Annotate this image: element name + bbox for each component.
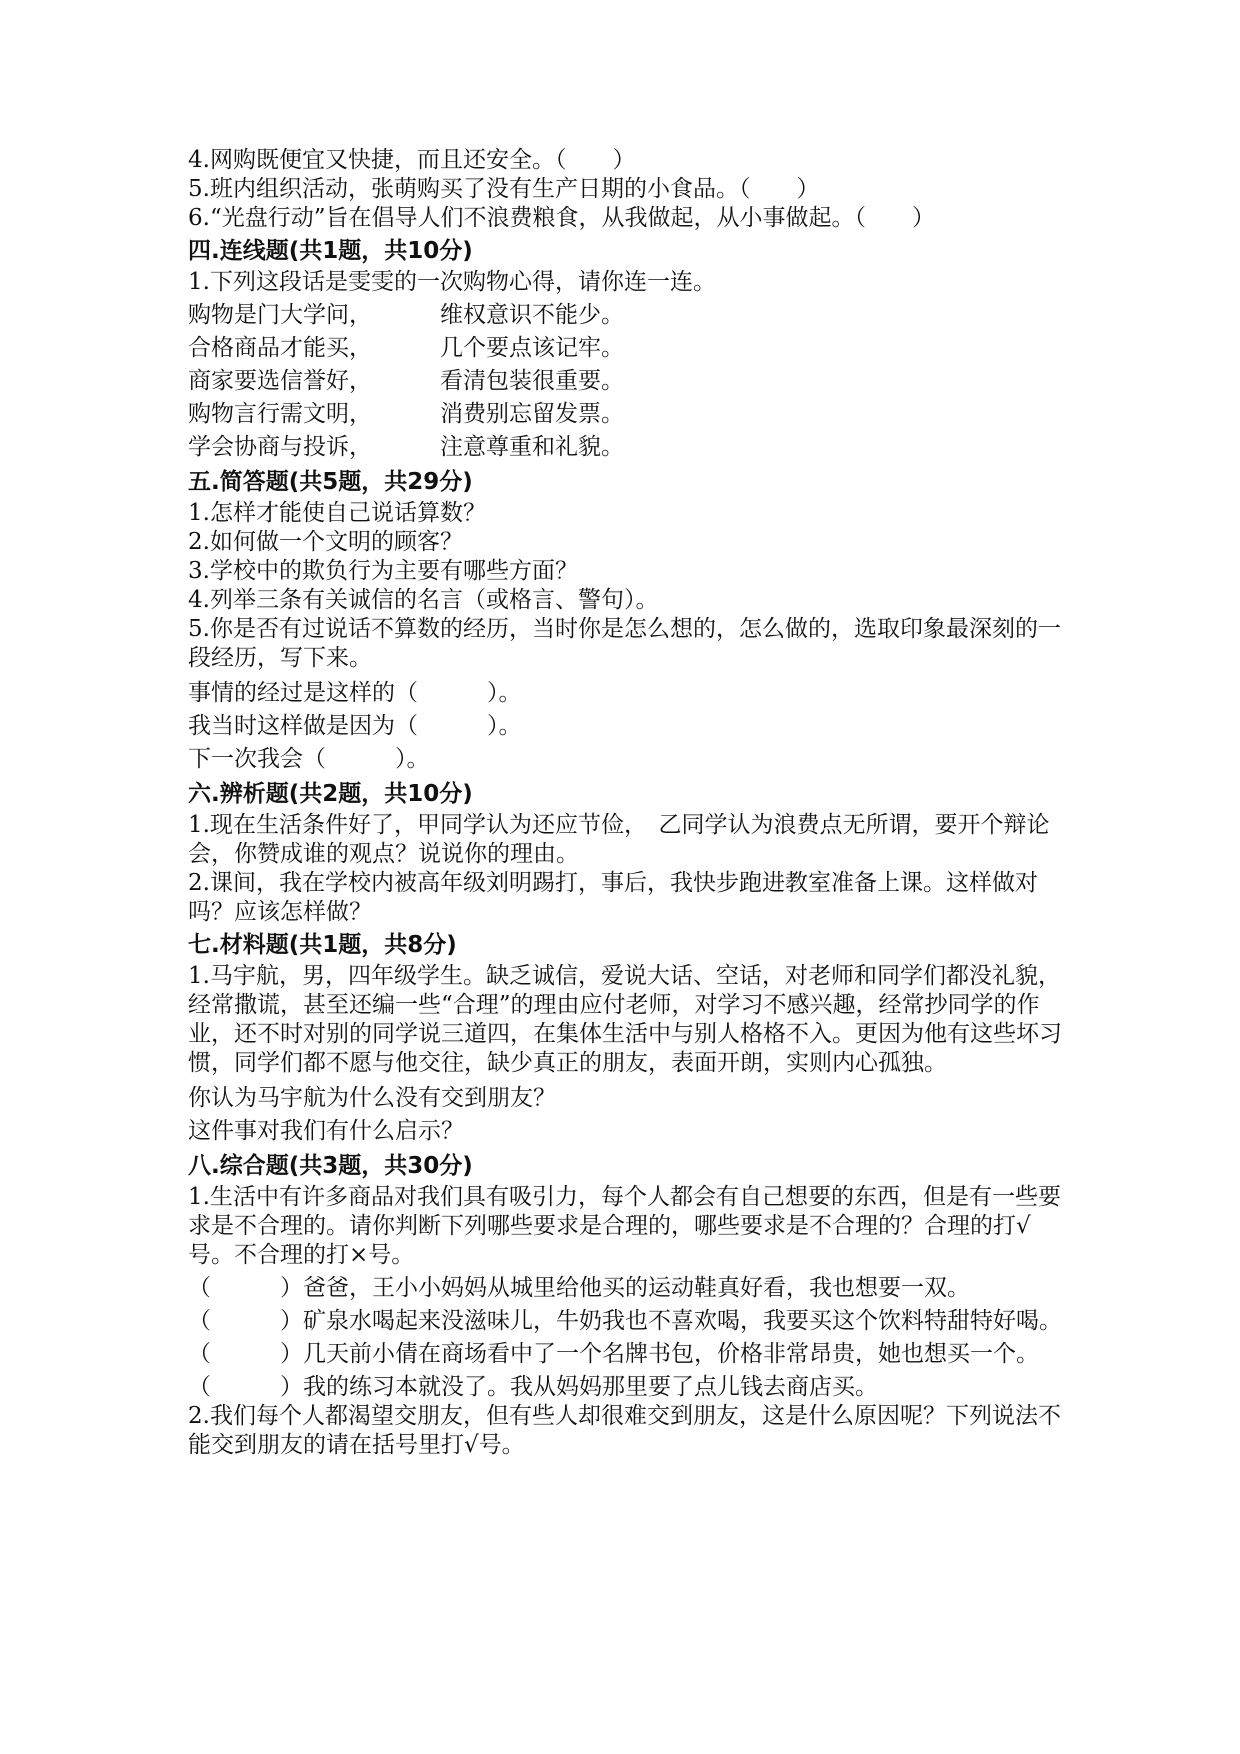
section-8-option-4: （ ）我的练习本就没了。我从妈妈那里要了点儿钱去商店买。 [188, 1374, 878, 1400]
section-5-question-4: 4.列举三条有关诚信的名言（或格言、警句）。 [188, 587, 659, 613]
judge-item-6: 6.“光盘行动”旨在倡导人们不浪费粮食，从我做起，从小事做起。（ ） [188, 205, 935, 231]
matching-left: 合格商品才能买， [188, 335, 372, 361]
matching-right: 消费别忘留发票。 [440, 401, 624, 427]
matching-right: 几个要点该记牢。 [440, 335, 624, 361]
matching-row [188, 299, 1068, 332]
section-7-ask-2: 这件事对我们有什么启示？ [188, 1118, 464, 1144]
matching-right: 维权意识不能少。 [440, 302, 624, 328]
section-7-ask-1: 你认为马宇航为什么没有交到朋友？ [188, 1085, 556, 1111]
matching-left: 购物言行需文明， [188, 401, 372, 427]
section-5-title: 五.简答题(共5题，共29分) [188, 469, 473, 495]
matching-row [188, 332, 1068, 365]
matching-left: 商家要选信誉好， [188, 368, 372, 394]
section-7-title: 七.材料题(共1题，共8分) [188, 932, 457, 958]
section-5-question-5: 5.你是否有过说话不算数的经历，当时你是怎么想的，怎么做的，选取印象最深刻的一段经历，写下来。 [188, 616, 1061, 671]
section-5-question-3: 3.学校中的欺负行为主要有哪些方面？ [188, 558, 578, 584]
section-5-question-1: 1.怎样才能使自己说话算数？ [188, 500, 486, 526]
matching-row [188, 365, 1068, 398]
matching-right: 注意尊重和礼貌。 [440, 434, 624, 460]
section-8-title: 八.综合题(共3题，共30分) [188, 1153, 473, 1179]
judge-item-5: 5.班内组织活动，张萌购买了没有生产日期的小食品。（ ） [188, 176, 820, 202]
matching-right: 看清包装很重要。 [440, 368, 624, 394]
fill-in-1: 事情的经过是这样的（ ）。 [188, 680, 522, 706]
section-6-question-2: 2.课间，我在学校内被高年级刘明踢打，事后，我快步跑进教室准备上课。这样做对吗？应该怎样做？ [188, 870, 1038, 925]
matching-row [188, 398, 1068, 431]
section-4-title: 四.连线题(共1题，共10分) [188, 238, 473, 264]
matching-left: 学会协商与投诉， [188, 434, 372, 460]
section-8-option-3: （ ）几天前小倩在商场看中了一个名牌书包，价格非常昂贵，她也想买一个。 [188, 1341, 1039, 1367]
section-8-question-2: 2.我们每个人都渴望交朋友，但有些人却很难交到朋友，这是什么原因呢？下列说法不能交到朋友的请在括号里打√号。 [188, 1403, 1061, 1458]
section-6-question-1: 1.现在生活条件好了，甲同学认为还应节俭， 乙同学认为浪费点无所谓，要开个辩论会，你赞成谁的观点？说说你的理由。 [188, 812, 1050, 867]
section-4-question-1: 1.下列这段话是雯雯的一次购物心得，请你连一连。 [188, 269, 716, 295]
section-8-option-1: （ ）爸爸，王小小妈妈从城里给他买的运动鞋真好看，我也想要一双。 [188, 1275, 970, 1301]
section-6-title: 六.辨析题(共2题，共10分) [188, 781, 473, 807]
matching-left: 购物是门大学问， [188, 302, 372, 328]
fill-in-3: 下一次我会（ ）。 [188, 746, 430, 772]
section-8-question-1: 1.生活中有许多商品对我们具有吸引力，每个人都会有自己想要的东西，但是有一些要求是不合理的。请你判断下列哪些要求是合理的，哪些要求是不合理的？合理的打√号。不合理的打×号。 [188, 1184, 1061, 1268]
section-5-question-2: 2.如何做一个文明的顾客？ [188, 529, 463, 555]
judge-item-4: 4.网购既便宜又快捷，而且还安全。（ ） [188, 147, 636, 173]
matching-row [188, 431, 1068, 464]
page-content [188, 146, 1068, 1460]
section-7-material: 1.马宇航，男，四年级学生。缺乏诚信，爱说大话、空话，对老师和同学们都没礼貌，经常撒谎，甚至还编一些“合理”的理由应付老师，对学习不感兴趣，经常抄同学的作业，还不时对别的同学说三道四，在集体生活中与别人格格不入。更因为他有这些坏习惯，同学们都不愿与他交往，缺少真正的朋友，表面开朗，实则内心孤独。 [188, 963, 1062, 1076]
section-8-option-2: （ ）矿泉水喝起来没滋味儿，牛奶我也不喜欢喝，我要买这个饮料特甜特好喝。 [188, 1308, 1062, 1334]
matching-list [188, 299, 1068, 464]
fill-in-2: 我当时这样做是因为（ ）。 [188, 713, 522, 739]
